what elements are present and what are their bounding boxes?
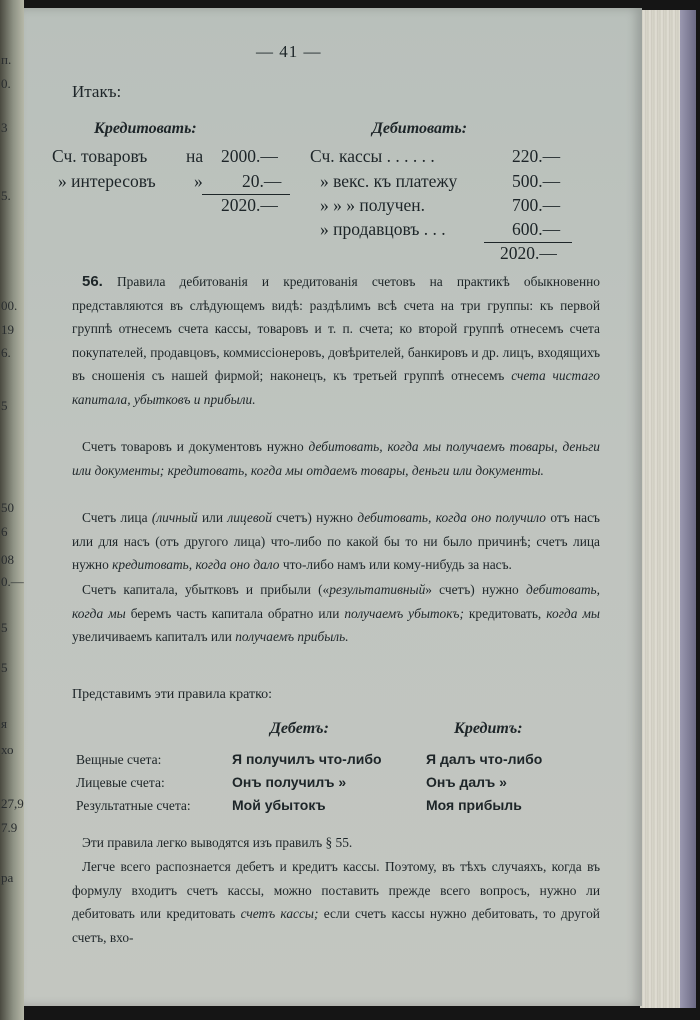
capital-italic: когда мы <box>546 605 600 621</box>
rules-row-label: Лицевые счета: <box>76 775 165 790</box>
capital-text: кредитовать, <box>468 605 542 621</box>
paragraph-goods <box>72 435 600 482</box>
paragraph-goods-text: Счетъ товаровъ и документовъ нужно <box>82 439 304 454</box>
debit-row-amount: 700.— <box>512 195 561 215</box>
rules-row-credit: Онъ далъ » <box>426 774 507 790</box>
margin-fragment: 5 <box>1 620 8 635</box>
paragraph-person <box>72 506 600 577</box>
margin-fragment: хо <box>1 742 14 757</box>
margin-fragment: 6. <box>1 345 11 360</box>
cash-italic: счетъ кассы; <box>240 906 319 922</box>
debit-row-amount: 500.— <box>512 171 561 191</box>
margin-fragment: 5 <box>1 398 8 413</box>
margin-fragment: п. <box>1 52 12 67</box>
debit-header: Дебитовать: <box>372 120 468 137</box>
margin-fragment: я <box>1 716 7 731</box>
rules-row-label: Результатные счета: <box>76 798 191 813</box>
paragraph-56-italic: счета чистаго капитала, убытковъ и прибыли. <box>72 368 600 407</box>
capital-text: беремъ часть капитала обратно или <box>130 605 340 621</box>
credit-row-mid: » <box>194 171 203 191</box>
debit-row-amount: 220.— <box>512 146 561 166</box>
margin-fragment: 27,9 <box>1 796 24 811</box>
person-text: отъ насъ или для насъ (отъ другого лица) что-либо по какой бы то ни было причинѣ; счетъ лица нужно <box>72 510 600 573</box>
debit-row-label: » » » получен. <box>320 195 426 215</box>
paragraph-derived <box>72 831 600 855</box>
cash-text: если счетъ кассы нужно дебитовать, то другой счетъ, вхо- <box>72 906 600 945</box>
capital-italic: получаемъ убытокъ; <box>344 605 464 621</box>
capital-text: Счетъ капитала, убытковъ и прибыли (« <box>82 582 330 597</box>
person-italic: кредитовать, когда оно дало <box>112 557 280 573</box>
margin-fragment: 00. <box>1 298 18 313</box>
person-italic: дебитовать, когда оно получило <box>357 510 546 525</box>
margin-fragment: 5. <box>1 188 11 203</box>
person-italic: (личный <box>151 510 198 525</box>
credit-header: Кредитовать: <box>94 120 197 137</box>
rules-row-credit: Я далъ что-либо <box>426 751 543 767</box>
book-page <box>24 8 642 1006</box>
person-text: счетъ) нужно <box>276 510 353 525</box>
rules-row-debit: Мой убытокъ <box>232 797 326 813</box>
person-text: или <box>202 510 224 525</box>
credit-row-label: » интересовъ <box>58 171 156 191</box>
margin-fragment: 19 <box>1 322 14 337</box>
paragraph-56-text: Правила дебитованія и кредитованія счетовъ на практикѣ обыкновенно представляются въ слѣдующемъ видѣ: раздѣлимъ всѣ счета на три группы: къ первой группѣ отнесемъ счета кассы, товаровъ и т. п. счета; ко второй группѣ отнесемъ счета покупателей, продавцовъ, коммиссіонеровъ, довѣрителей, банкировъ и др. лицъ, входящихъ въ сношенія съ нашей фирмой; наконецъ, къ третьей группѣ отнесемъ <box>72 274 600 384</box>
margin-fragment: 5 <box>1 660 8 675</box>
book-cover-edge <box>680 10 696 1008</box>
page-number: — 41 — <box>256 42 322 61</box>
rules-intro: Представимъ эти правила кратко: <box>72 687 273 702</box>
rules-debit-header: Дебетъ: <box>270 720 329 737</box>
margin-fragment: 08 <box>1 552 14 567</box>
rules-row-credit: Моя прибыль <box>426 797 522 813</box>
rules-row-debit: Я получилъ что-либо <box>232 751 382 767</box>
rules-row-label: Вещные счета: <box>76 752 162 767</box>
capital-text: увеличиваемъ капиталъ или <box>72 629 232 645</box>
section-number: 56. <box>82 273 103 290</box>
person-text: что-либо намъ или кому-нибудь за насъ. <box>282 557 512 573</box>
margin-fragment: 6 <box>1 524 8 539</box>
credit-row-mid: на <box>186 146 204 166</box>
credit-total: 2020.— <box>221 195 278 215</box>
paragraph-cash <box>72 855 600 949</box>
debit-row-label: » продавцовъ . . . <box>320 219 446 239</box>
debit-total: 2020.— <box>500 243 557 263</box>
cash-text: Легче всего распознается дебетъ и кредитъ кассы. Поэтому, въ тѣхъ случаяхъ, когда въ формулу входитъ счетъ кассы, можно поставить прежде всего вопросъ, нужно ли дебитовать или кредитовать <box>72 859 600 922</box>
capital-text: » счетъ) нужно <box>425 582 519 597</box>
credit-row-label: Сч. товаровъ <box>52 146 148 166</box>
margin-fragment: 0. <box>1 76 11 91</box>
rules-credit-header: Кредитъ: <box>454 720 523 737</box>
margin-fragment: 3 <box>1 120 8 135</box>
paragraph-goods-italic: дебитовать, когда мы получаемъ товары, деньги или документы; кредитовать, когда мы отдаемъ товары, деньги или документы. <box>72 439 600 478</box>
margin-fragment: 0.— <box>1 574 24 589</box>
person-italic: лицевой <box>227 510 272 525</box>
paragraph-56 <box>72 270 600 412</box>
margin-fragment: 7.9 <box>1 820 18 835</box>
rules-row-debit: Онъ получилъ » <box>232 774 347 790</box>
debit-row-label: » векс. къ платежу <box>320 171 458 191</box>
previous-page-edge <box>0 0 24 1020</box>
paragraph-capital <box>72 578 600 649</box>
debit-row-amount: 600.— <box>512 219 561 239</box>
intro-word: Итакъ: <box>72 82 122 101</box>
derived-text: Эти правила легко выводятся изъ правилъ § 55. <box>82 835 353 850</box>
margin-fragment: 50 <box>1 500 14 515</box>
capital-italic: результативный <box>329 582 426 597</box>
credit-row-amount: 2000.— <box>221 146 278 166</box>
capital-italic: дебитовать, когда мы <box>72 582 600 621</box>
margin-fragment: ра <box>1 870 14 885</box>
debit-row-label: Сч. кассы . . . . . . <box>310 146 435 166</box>
person-text: Счетъ лица <box>82 510 148 525</box>
capital-italic: получаемъ прибыль. <box>235 629 349 645</box>
credit-row-amount: 20.— <box>242 171 282 191</box>
